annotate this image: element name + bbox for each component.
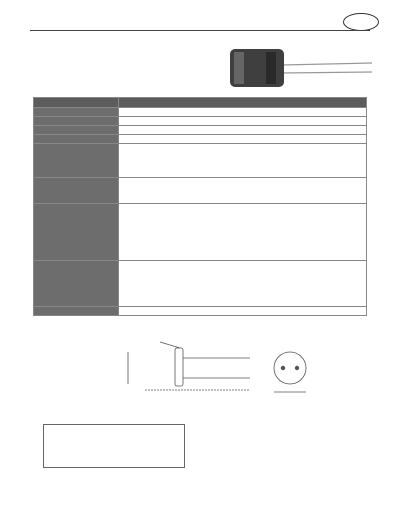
row-value (119, 178, 367, 204)
row-label (34, 144, 119, 178)
row-value (119, 108, 367, 117)
row-label (34, 135, 119, 144)
row-label (34, 261, 119, 307)
row-value (119, 117, 367, 126)
row-value (119, 204, 367, 261)
row-label (34, 178, 119, 204)
row-label (34, 126, 119, 135)
row-value (119, 135, 367, 144)
row-value (119, 126, 367, 135)
row-label (34, 108, 119, 117)
dimension-drawing (100, 334, 340, 406)
capacitor-photo (226, 43, 374, 91)
column-header-item (34, 98, 119, 108)
row-value (119, 261, 367, 307)
header-divider (30, 30, 370, 31)
notes-box (43, 424, 185, 468)
row-value (119, 307, 367, 316)
row-label (34, 117, 119, 126)
brand-logo (343, 13, 379, 31)
column-header-performance (119, 98, 367, 108)
specifications-table (33, 97, 367, 316)
row-value (119, 144, 367, 178)
row-label (34, 204, 119, 261)
row-label (34, 307, 119, 316)
